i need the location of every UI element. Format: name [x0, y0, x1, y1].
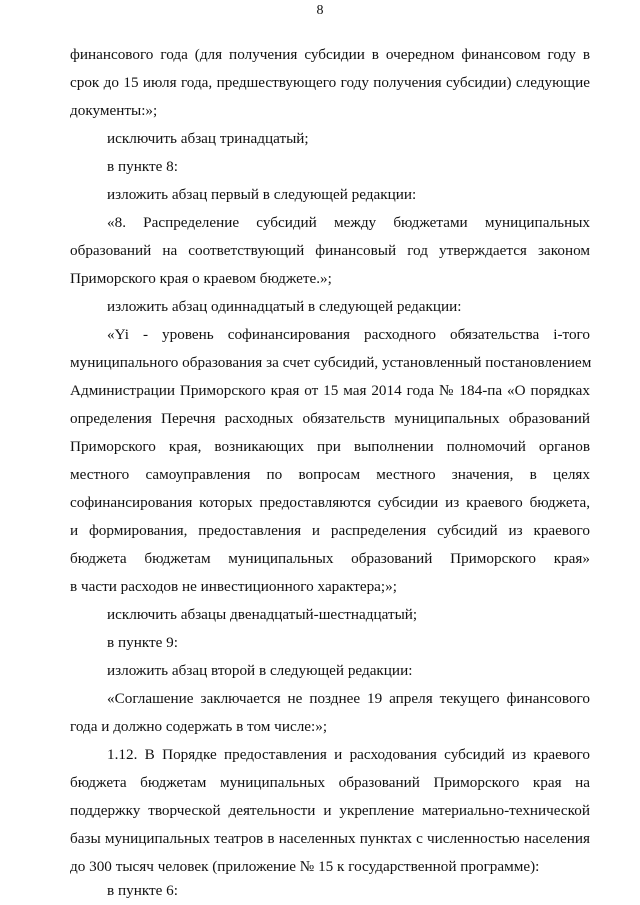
text-line: в пункте 8: — [107, 158, 178, 175]
text-line: определения Перечня расходных обязательств муниципальных образований — [70, 410, 590, 427]
text-line: изложить абзац первый в следующей редакции: — [107, 186, 417, 203]
text-line: в пункте 6: — [107, 882, 178, 899]
text-line: образований на соответствующий финансовый год утверждается законом — [70, 242, 590, 259]
text-line: софинансирования которых предоставляются субсидии из краевого бюджета, — [70, 494, 590, 511]
text-line: исключить абзац тринадцатый; — [107, 130, 309, 147]
text-line: «Yi - уровень софинансирования расходного обязательства i-того — [107, 326, 590, 343]
text-line: года и должно содержать в том числе:»; — [70, 718, 328, 735]
text-line: «Соглашение заключается не позднее 19 апреля текущего финансового — [107, 690, 590, 707]
text-line: в части расходов не инвестиционного характера;»; — [70, 578, 397, 595]
text-line: изложить абзац второй в следующей редакции: — [107, 662, 413, 679]
text-line: изложить абзац одиннадцатый в следующей редакции: — [107, 298, 462, 315]
text-line: бюджета бюджетам муниципальных образований Приморского края» — [70, 550, 590, 567]
text-line: «8. Распределение субсидий между бюджетами муниципальных — [107, 214, 590, 231]
text-line: местного самоуправления по вопросам местного значения, в целях — [70, 466, 590, 483]
text-line: бюджета бюджетам муниципальных образований Приморского края на — [70, 774, 590, 791]
text-line: Приморского края, возникающих при выполнении полномочий органов — [70, 438, 590, 455]
text-line: поддержку творческой деятельности и укрепление материально-технической — [70, 802, 590, 819]
text-line: 1.12. В Порядке предоставления и расходования субсидий из краевого — [107, 746, 590, 763]
text-line: муниципального образования за счет субсидий, установленный постановлением — [70, 354, 592, 371]
text-line: срок до 15 июля года, предшествующего году получения субсидии) следующие — [70, 74, 590, 91]
text-line: базы муниципальных театров в населенных пунктах с численностью населения — [70, 830, 590, 847]
text-line: до 300 тысяч человек (приложение № 15 к государственной программе): — [70, 858, 540, 875]
text-line: и формирования, предоставления и распределения субсидий из краевого — [70, 522, 590, 539]
text-line: финансового года (для получения субсидии в очередном финансовом году в — [70, 46, 590, 63]
page-number: 8 — [316, 3, 324, 18]
text-line: в пункте 9: — [107, 634, 178, 651]
text-line: Администрации Приморского края от 15 мая 2014 года № 184-па «О порядках — [70, 382, 590, 399]
text-line: исключить абзацы двенадцатый-шестнадцатый; — [107, 606, 418, 623]
text-line: документы:»; — [70, 102, 158, 119]
text-line: Приморского края о краевом бюджете.»; — [70, 270, 332, 287]
